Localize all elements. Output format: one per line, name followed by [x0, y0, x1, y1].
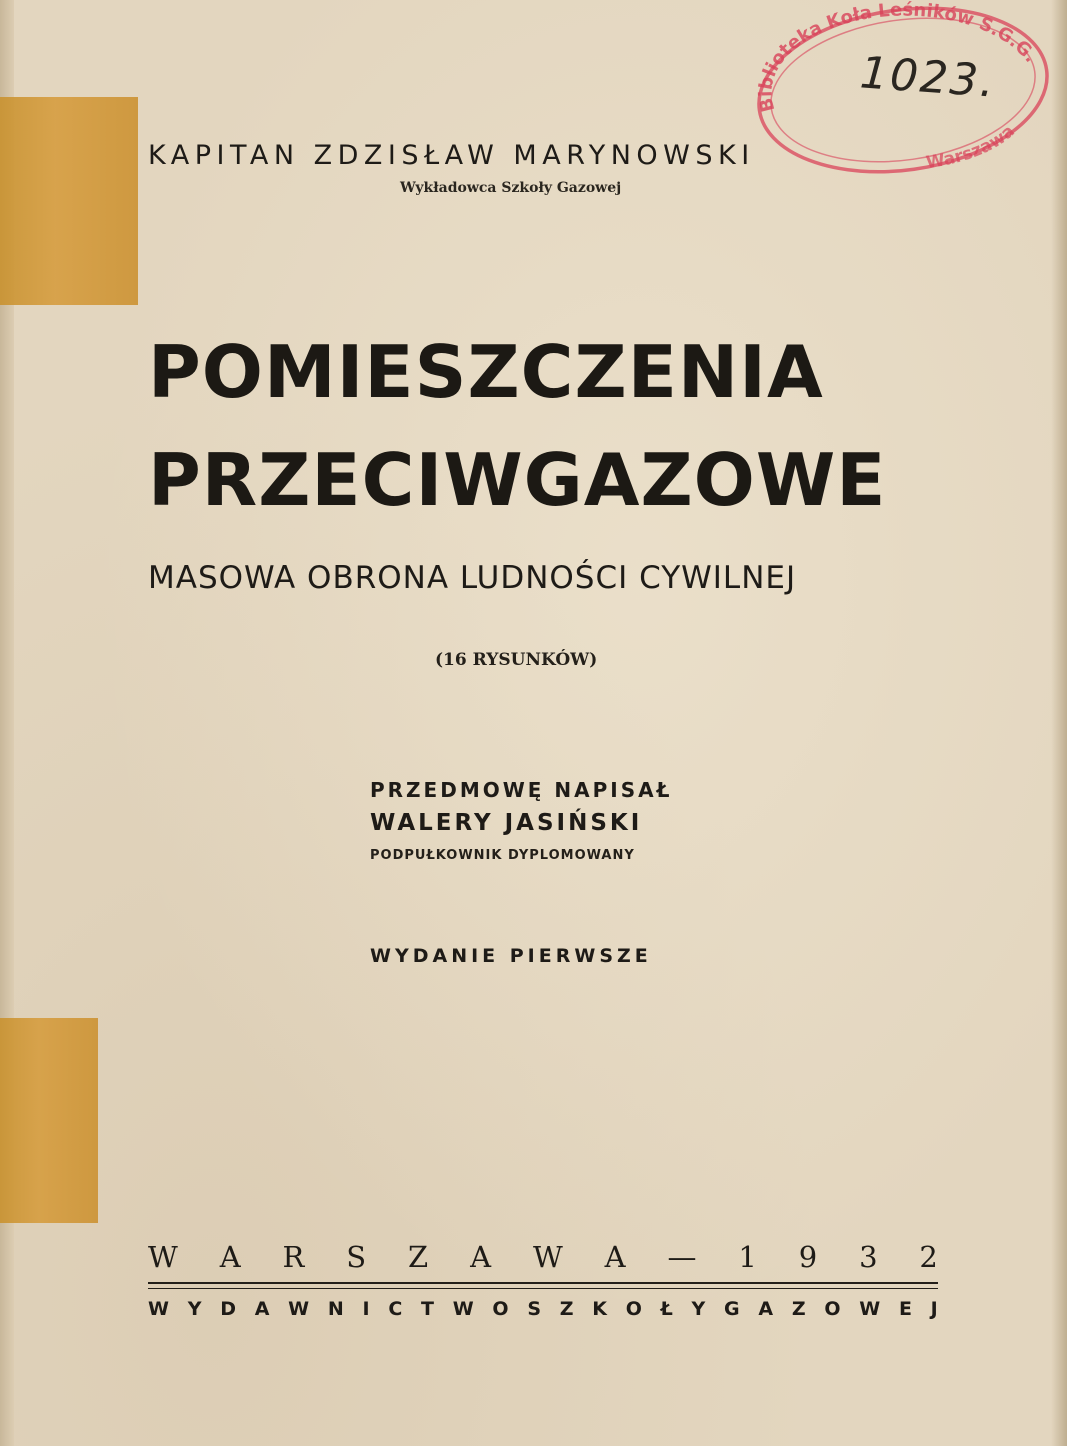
- imprint-letter: G: [724, 1298, 740, 1320]
- imprint-letter: D: [220, 1298, 236, 1320]
- imprint-letter: K: [592, 1298, 607, 1320]
- stamp-text-bottom: Warszawa: [924, 121, 1019, 174]
- publisher: [148, 1298, 938, 1320]
- preface-author: WALERY JASIŃSKI: [370, 810, 643, 836]
- page-edge: [1051, 0, 1067, 1446]
- imprint-letter: W: [148, 1298, 169, 1320]
- book-title-line-1: POMIESZCZENIA: [148, 330, 824, 414]
- imprint-letter: Ł: [660, 1298, 673, 1320]
- imprint-letter: Z: [408, 1240, 429, 1274]
- imprint-letter: A: [758, 1298, 774, 1320]
- author-role: Wykładowca Szkoły Gazowej: [400, 180, 622, 196]
- place-and-year: [148, 1240, 938, 1274]
- imprint-letter: 9: [798, 1240, 818, 1274]
- imprint-letter: W: [859, 1298, 881, 1320]
- imprint-letter: 3: [859, 1240, 878, 1274]
- author-name: KAPITAN ZDZISŁAW MARYNOWSKI: [148, 140, 755, 171]
- imprint-letter: O: [492, 1298, 509, 1320]
- imprint-letter: A: [254, 1298, 270, 1320]
- imprint-rule-thick: [148, 1282, 938, 1284]
- imprint-letter: W: [452, 1298, 474, 1320]
- imprint-letter: A: [604, 1240, 626, 1274]
- imprint-letter: A: [219, 1240, 241, 1274]
- stamp-text: Biblioteka Koła Leśników S.G.G.: [755, 0, 1042, 114]
- imprint-letter: T: [421, 1298, 434, 1320]
- imprint-letter: O: [625, 1298, 642, 1320]
- imprint-letter: S: [527, 1298, 541, 1320]
- imprint-letter: N: [327, 1298, 344, 1320]
- imprint-letter: E: [898, 1298, 912, 1320]
- imprint-letter: Y: [187, 1298, 202, 1320]
- imprint-letter: W: [288, 1298, 310, 1320]
- preface-label: PRZEDMOWĘ NAPISAŁ: [370, 778, 673, 802]
- imprint-letter: J: [930, 1298, 938, 1320]
- imprint-letter: Z: [559, 1298, 574, 1320]
- imprint-letter: —: [667, 1240, 697, 1274]
- book-subtitle: MASOWA OBRONA LUDNOŚCI CYWILNEJ: [148, 560, 797, 596]
- illustration-count: (16 RYSUNKÓW): [435, 650, 598, 670]
- adhesive-tape-bottom: [0, 1018, 98, 1223]
- preface-author-rank: PODPUŁKOWNIK DYPLOMOWANY: [370, 848, 635, 863]
- book-title-line-2: PRZECIWGAZOWE: [148, 438, 887, 522]
- edition: WYDANIE PIERWSZE: [370, 945, 652, 967]
- imprint-letter: Z: [791, 1298, 806, 1320]
- imprint-letter: W: [148, 1240, 178, 1274]
- imprint-letter: A: [470, 1240, 492, 1274]
- imprint-letter: W: [532, 1240, 563, 1274]
- imprint-letter: 1: [738, 1240, 757, 1274]
- imprint-rule-thin: [148, 1288, 938, 1289]
- imprint-letter: I: [362, 1298, 370, 1320]
- imprint-letter: S: [346, 1240, 367, 1274]
- handwritten-catalog-number: 1023.: [858, 47, 998, 108]
- imprint-letter: C: [388, 1298, 403, 1320]
- imprint-letter: Y: [691, 1298, 706, 1320]
- adhesive-tape-top: [0, 97, 138, 305]
- imprint-letter: O: [824, 1298, 841, 1320]
- imprint-letter: 2: [919, 1240, 938, 1274]
- imprint-letter: R: [282, 1240, 305, 1274]
